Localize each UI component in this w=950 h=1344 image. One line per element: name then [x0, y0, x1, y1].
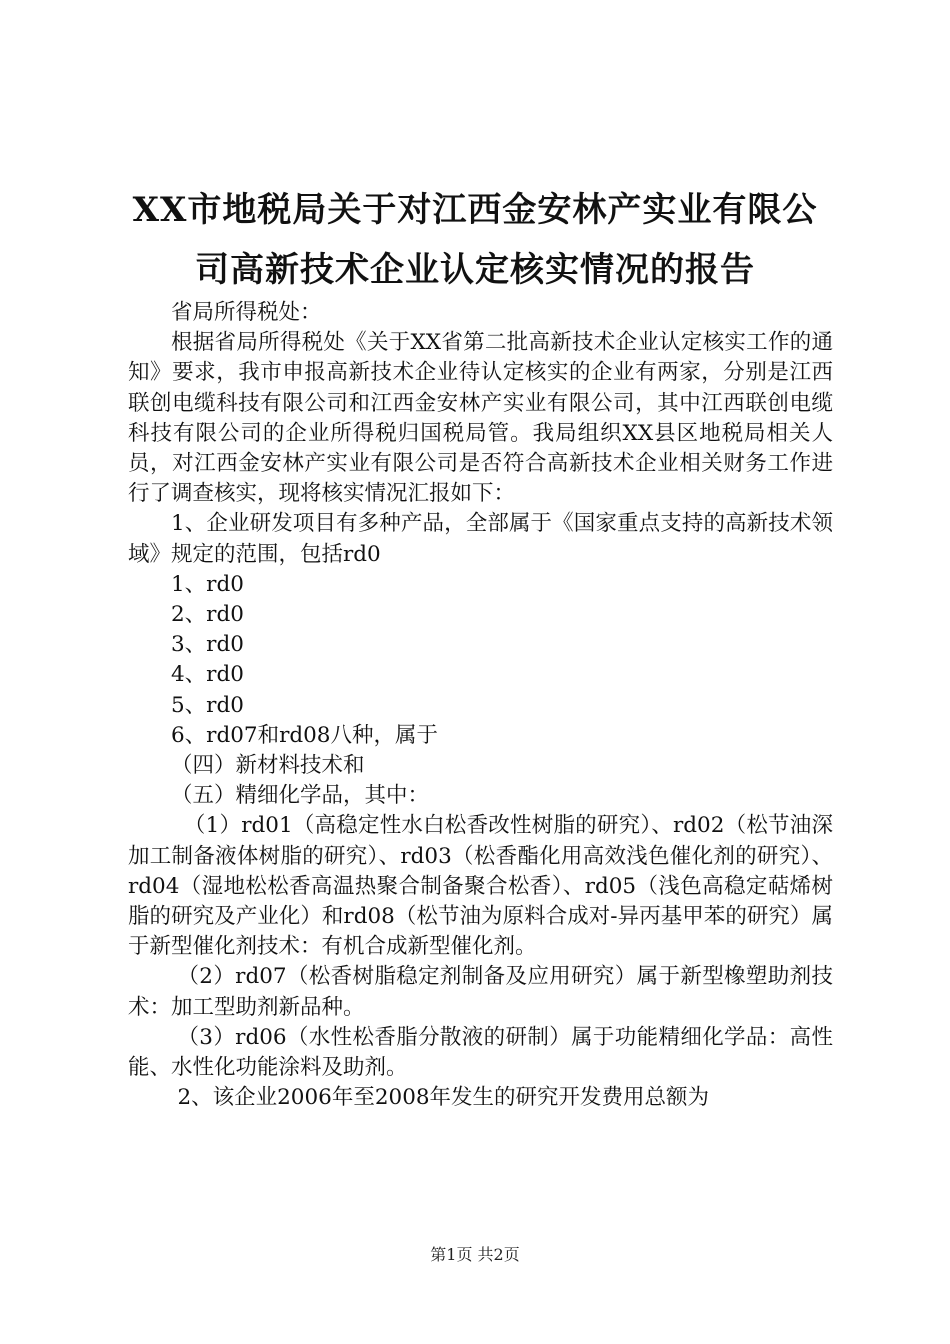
- sub-item-2-paragraph: （2）rd07（松香树脂稳定剂制备及应用研究）属于新型橡塑助剂技术：加工型助剂新品种。: [128, 964, 833, 1020]
- document-title: [110, 180, 840, 300]
- salutation: 省局所得税处：: [171, 300, 322, 325]
- document-body: [128, 298, 833, 1113]
- list-item: 4、rd0: [171, 662, 244, 688]
- item-1-paragraph: 1、企业研发项目有多种产品，全部属于《国家重点支持的高新技术领域》规定的范围，包括rd0: [128, 511, 833, 567]
- sub-item-3-paragraph: （3）rd06（水性松香脂分散液的研制）属于功能精细化学品：高性能、水性化功能涂料及助剂。: [128, 1024, 833, 1081]
- list-item: 2、rd0: [171, 602, 244, 628]
- intro-paragraph: 根据省局所得税处《关于XX省第二批高新技术企业认定核实工作的通知》要求，我市申报高新技术企业待认定核实的企业有两家，分别是江西联创电缆科技有限公司和江西金安林产实业有限公司，其中江西联创电缆科技有限公司的企业所得税归国税局管。我局组织XX县区地税局相关人员，对江西金安林产实业有限公司是否符合高新技术企业相关财务工作进行了调查核实，现将核实情况汇报如下：: [128, 330, 833, 507]
- section-four: （四）新材料技术和: [171, 753, 365, 779]
- sub-item-1-paragraph: （1）rd01（高稳定性水白松香改性树脂的研究）、rd02（松节油深加工制备液体树脂的研究）、rd03（松香酯化用高效浅色催化剂的研究）、rd04（湿地松松香高温热聚合制备聚合松香）、rd05（浅色高稳定萜烯树脂的研究及产业化）和rd08（松节油为原料合成对-异丙基甲苯的研究）属于新型催化剂技术：有机合成新型催化剂。: [128, 813, 833, 960]
- title-line-1: XX市地税局关于对江西金安林产实业有限公: [132, 190, 818, 230]
- item-2-paragraph: 2、该企业2006年至2008年发生的研究开发费用总额为: [177, 1085, 710, 1111]
- list-item: 6、rd07和rd08八种，属于: [171, 722, 438, 748]
- page-footer: 第1页 共2页: [430, 1245, 520, 1264]
- list-item: 3、rd0: [171, 632, 244, 658]
- section-five: （五）精细化学品，其中：: [171, 783, 430, 809]
- list-item: 1、rd0: [171, 571, 244, 597]
- title-line-2: 司高新技术企业认定核实情况的报告: [195, 250, 755, 290]
- list-item: 5、rd0: [171, 692, 244, 718]
